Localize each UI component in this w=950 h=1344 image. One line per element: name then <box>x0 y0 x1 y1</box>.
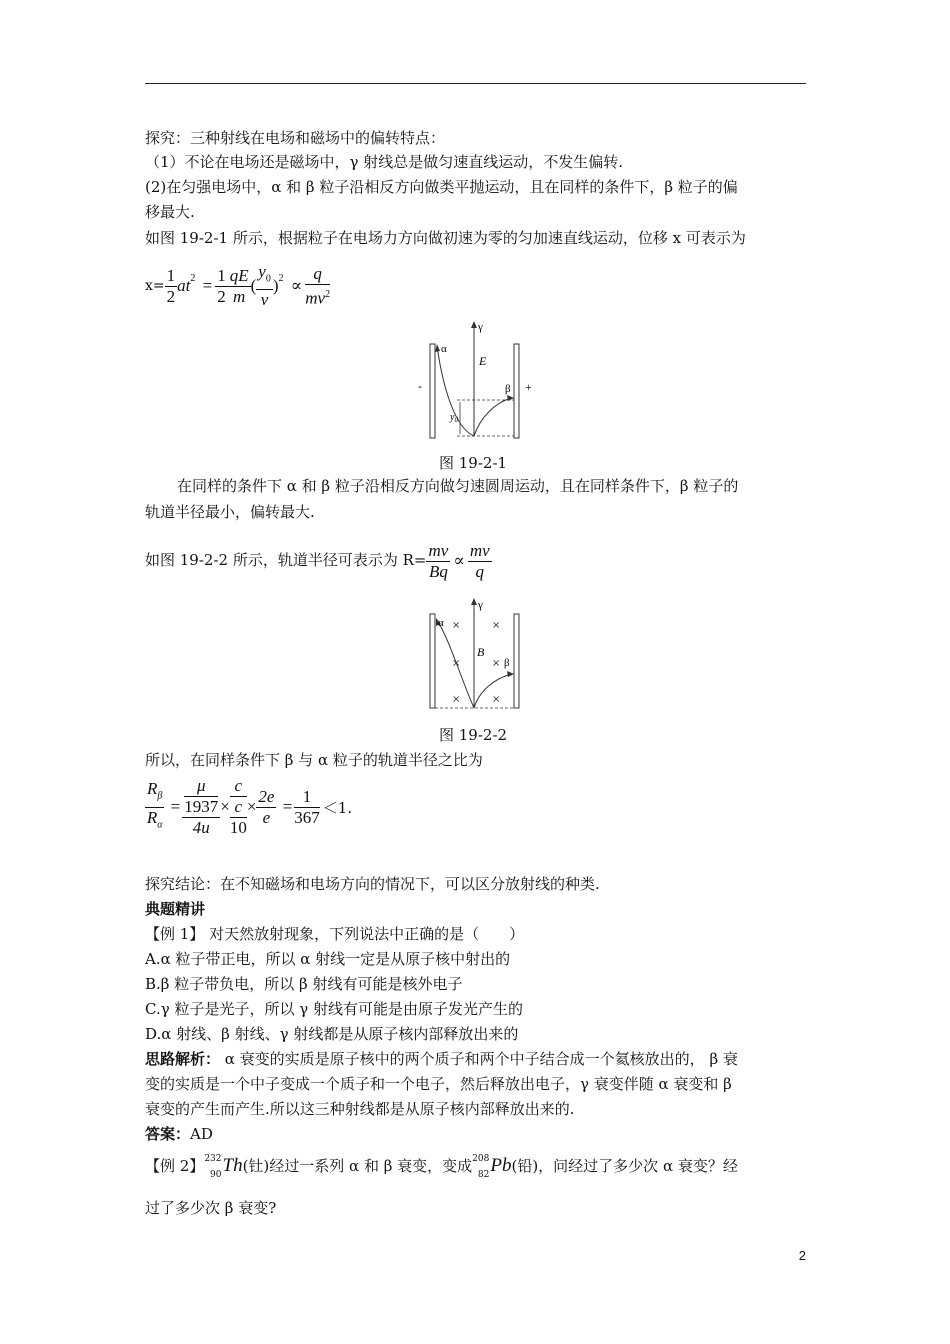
equation-radius: $\frac{mv}{Bq}$ ∝ $\frac{mv}{q}$ <box>428 540 490 581</box>
fig2-beta-label: β <box>504 657 510 669</box>
fig2-field-label: B <box>477 645 485 659</box>
analysis-line: 思路解析： α 衰变的实质是原子核中的两个质子和两个中子结合成一个氦核放出的， β 衰 <box>145 1050 738 1068</box>
fig2-alpha-label: α <box>438 617 444 629</box>
header-rule <box>145 83 806 84</box>
figure-electric-field <box>415 318 545 443</box>
answer-line: 答案：AD <box>145 1125 213 1143</box>
fig1-beta-label: β <box>505 383 511 395</box>
section-heading: 典题精讲 <box>145 900 206 918</box>
cross-mark: × <box>492 658 501 669</box>
fig1-gamma-label: γ <box>478 321 483 333</box>
text-line: 过了多少次 β 衰变? <box>145 1199 277 1217</box>
option-a: A.α 粒子带正电，所以 α 射线一定是从原子核中射出的 <box>145 950 511 968</box>
figure-caption: 图 19-2-2 <box>439 726 508 744</box>
cross-mark: × <box>452 620 461 631</box>
text-line: 探究：三种射线在电场和磁场中的偏转特点： <box>145 129 446 147</box>
text-line: 变的实质是一个中子变成一个质子和一个电子，然后释放出电子，γ 衰变伴随 α 衰变和 β <box>145 1075 732 1093</box>
fig1-plus-sign: + <box>525 380 532 394</box>
equation-radius-ratio: $\frac{R_\beta}{R_\alpha}$ = $\frac{\frac{\mu}{1937}}{4u}$ × $\frac{c}{\frac{c}{10}}$ × $\frac{2e}{e}$ = $\frac{1}{367}$ ＜1. <box>146 776 353 837</box>
fig1-field-label: E <box>479 354 487 368</box>
figure-caption: 图 19-2-1 <box>439 454 508 472</box>
cross-mark: × <box>492 694 501 705</box>
text-line-radius <box>145 540 492 582</box>
text-line: 【例 1】 对天然放射现象，下列说法中正确的是（ ） <box>145 925 525 943</box>
fig1-minus-sign: - <box>418 379 422 393</box>
cross-mark: × <box>492 620 501 631</box>
text-line: 在同样的条件下 α 和 β 粒子沿相反方向做匀速圆周运动，且在同样条件下，β 粒子的 <box>177 477 739 495</box>
fig1-alpha-label: α <box>441 343 447 355</box>
text-line: （1）不论在电场还是磁场中，γ 射线总是做匀速直线运动，不发生偏转. <box>145 153 624 171</box>
fig2-gamma-label: γ <box>478 599 483 611</box>
text-line: 所以，在同样条件下 β 与 α 粒子的轨道半径之比为 <box>145 751 483 769</box>
option-c: C.γ 粒子是光子，所以 γ 射线有可能是由原子发光产生的 <box>145 1000 523 1018</box>
radius-intro: 如图 19-2-2 所示，轨道半径可表示为 R= <box>145 551 427 569</box>
text-line: 移最大. <box>145 203 195 221</box>
text-line: 如图 19-2-1 所示，根据粒子在电场力方向做初速为零的匀加速直线运动，位移 x 可表示为 <box>145 229 746 247</box>
page-number: 2 <box>798 1248 806 1263</box>
text-line: (2)在匀强电场中，α 和 β 粒子沿相反方向做类平抛运动，且在同样的条件下，β 粒子的偏 <box>145 178 738 196</box>
cross-mark: × <box>452 658 461 669</box>
cross-mark: × <box>452 694 461 705</box>
example2-line: 【例 2】 232 90 Th(钍)经过一系列 α 和 β 衰变，变成 208 82 Pb(铅)，问经过了多少次 α 衰变？经 <box>145 1154 738 1180</box>
option-b: B.β 粒子带负电，所以 β 射线有可能是核外电子 <box>145 975 463 993</box>
equation-displacement: x= $\frac{1}{2}$ $at^2$ = $\frac{1}{2}$ $\frac{qE}{m}$ ( $\frac{y_0}{v}$ )$^2$ ∝ $\frac{q}{mv^2}$ <box>145 262 331 310</box>
text-line: 探究结论：在不知磁场和电场方向的情况下，可以区分放射线的种类. <box>145 875 600 893</box>
text-line: 衰变的产生而产生.所以这三种射线都是从原子核内部释放出来的. <box>145 1100 575 1118</box>
option-d: D.α 射线、β 射线、γ 射线都是从原子核内部释放出来的 <box>145 1025 519 1043</box>
figure-magnetic-field <box>415 596 545 714</box>
text-line: 轨道半径最小，偏转最大. <box>145 503 315 521</box>
fig1-y0-label: $y_0$ <box>450 412 458 424</box>
